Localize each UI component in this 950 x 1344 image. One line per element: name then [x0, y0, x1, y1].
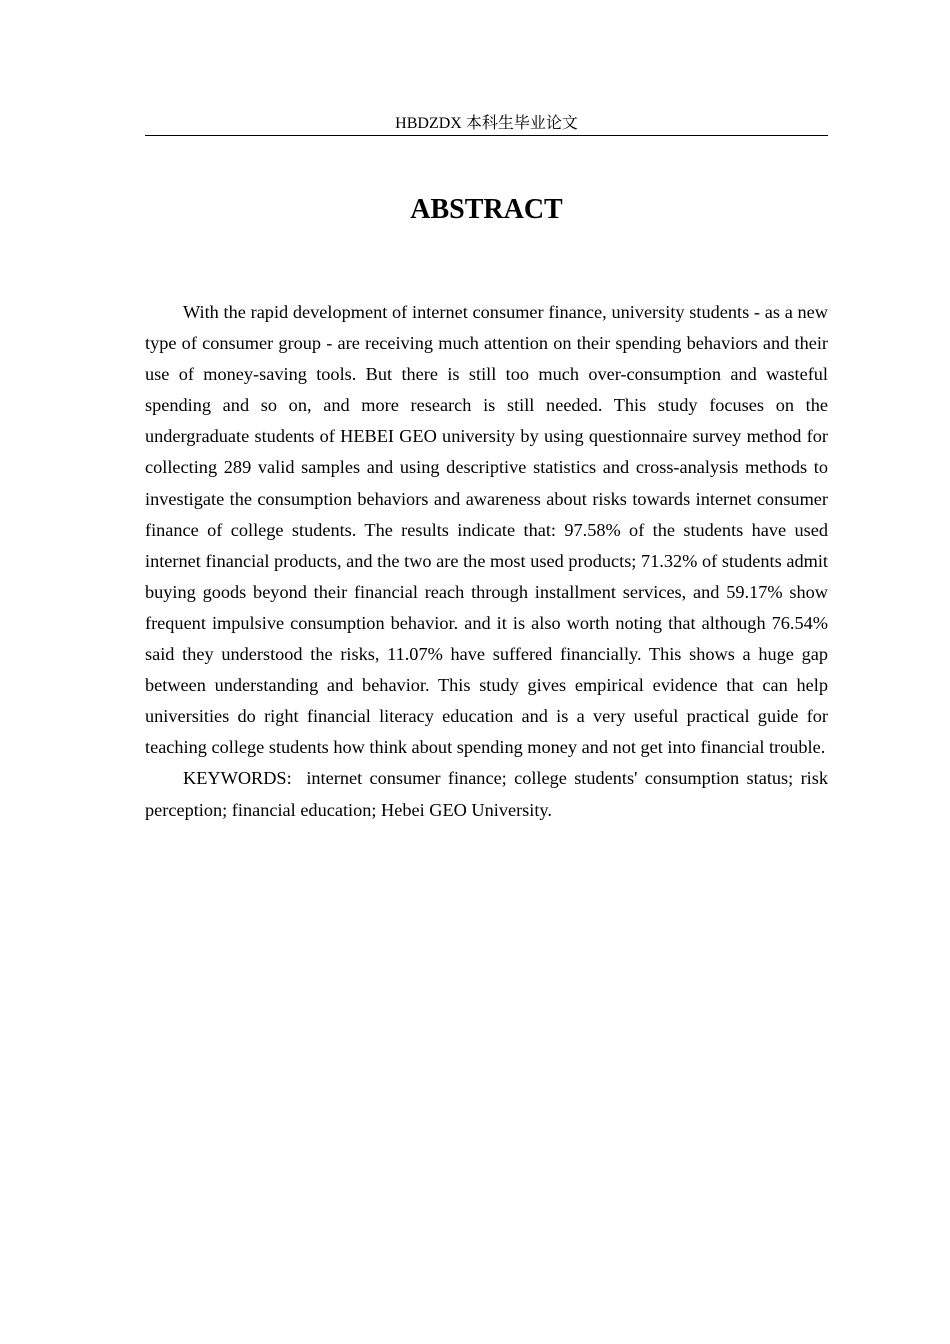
- abstract-paragraph: With the rapid development of internet consumer finance, university students - as a new type of consumer group - are receiving much attention on their spending behaviors and their use of money-saving tools. But there is still too much over-consumption and wasteful spending and so on, and more research is still needed. This study focuses on the undergraduate students of HEBEI GEO university by using questionnaire survey method for collecting 289 valid samples and using descriptive statistics and cross-analysis methods to investigate the consumption behaviors and awareness about risks towards internet consumer finance of college students. The results indicate that: 97.58% of the students have used internet financial products, and the two are the most used products; 71.32% of students admit buying goods beyond their financial reach through installment services, and 59.17% show frequent impulsive consumption behavior. and it is also worth noting that although 76.54% said they understood the risks, 11.07% have suffered financially. This shows a huge gap between understanding and behavior. This study gives empirical evidence that can help universities do right financial literacy education and is a very useful practical guide for teaching college students how think about spending money and not get into financial trouble.: [145, 302, 828, 758]
- header-divider: [145, 135, 828, 136]
- keywords-text: internet consumer finance; college students' consumption status; risk perception; financial education; Hebei GEO University.: [145, 768, 828, 820]
- abstract-title: ABSTRACT: [410, 194, 563, 225]
- keywords-paragraph: [145, 763, 828, 825]
- abstract-body: [145, 297, 828, 826]
- running-header: HBDZDX 本科生毕业论文: [395, 115, 578, 132]
- keywords-label: KEYWORDS:: [183, 768, 292, 789]
